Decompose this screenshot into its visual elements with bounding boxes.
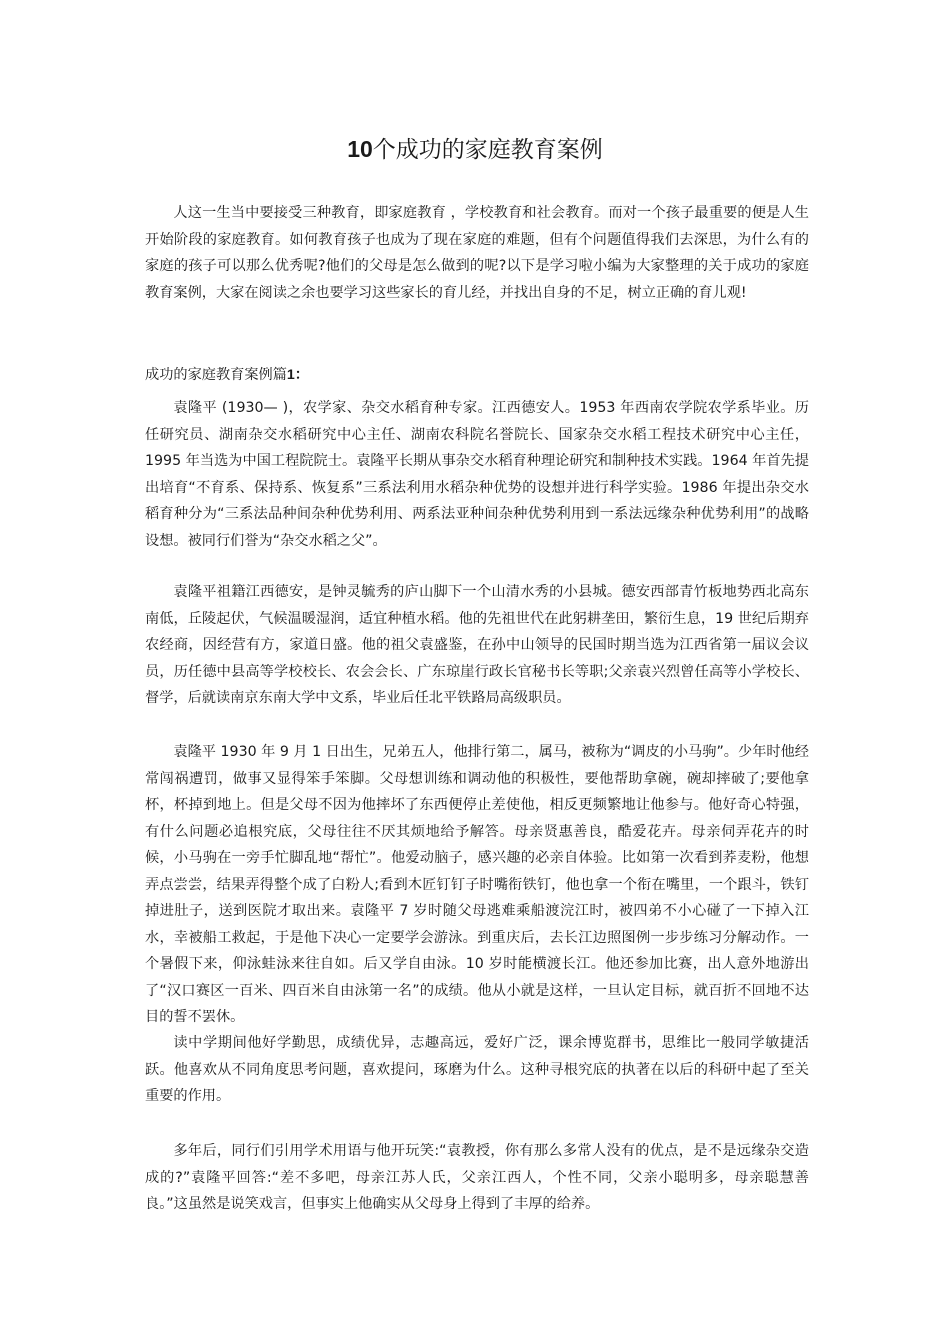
paragraph-joke: 多年后，同行们引用学术用语与他开玩笑:“袁教授，你有那么多常人没有的优点，是不是远缘杂交造成的?”袁隆平回答:“差不多吧，母亲江苏人氏，父亲江西人，个性不同，父亲小聪明多，母亲聪慧善良。”这虽然是说笑戏言，但事实上他确实从父母身上得到了丰厚的给养。: [145, 1143, 809, 1212]
paragraph-school: 读中学期间他好学勤思，成绩优异，志趣高远，爱好广泛，课余博览群书，思维比一般同学敏捷活跃。他喜欢从不同角度思考问题，喜欢提问，琢磨为什么。这种寻根究底的执著在以后的科研中起了至关重要的作用。: [145, 1035, 809, 1104]
document-title: [0, 133, 950, 166]
title-number: 10: [347, 136, 373, 162]
intro-paragraph: 人这一生当中要接受三种教育，即家庭教育 ，学校教育和社会教育。而对一个孩子最重要的便是人生开始阶段的家庭教育。如何教育孩子也成为了现在家庭的难题，但有个问题值得我们去深思，为什么有的家庭的孩子可以那么优秀呢?他们的父母是怎么做到的呢?以下是学习啦小编为大家整理的关于成功的家庭教育案例，大家在阅读之余也要学习这些家长的育儿经，并找出自身的不足，树立正确的育儿观!: [145, 205, 809, 301]
section-heading-text: 成功的家庭教育案例篇: [145, 367, 287, 383]
section-heading: [145, 362, 809, 389]
paragraph-hometown: 袁隆平祖籍江西德安，是钟灵毓秀的庐山脚下一个山清水秀的小县城。德安西部青竹板地势西北高东南低，丘陵起伏，气候温暖湿润，适宜种植水稻。他的先祖世代在此躬耕垄田，繁衍生息，19 世纪后期弃农经商，因经营有方，家道日盛。他的祖父袁盛鉴，在孙中山领导的民国时期当选为江西省第一届议会议员，历任德中县高等学校校长、农会会长、广东琼崖行政长官秘书长等职;父亲袁兴烈曾任高等小学校长、督学，后就读南京东南大学中文系，毕业后任北平铁路局高级职员。: [145, 584, 809, 706]
paragraph-biography: 袁隆平 (1930— )，农学家、杂交水稻育种专家。江西德安人。1953 年西南农学院农学系毕业。历任研究员、湖南杂交水稻研究中心主任、湖南农科院名誉院长、国家杂交水稻工程技术研究中心主任，1995 年当选为中国工程院院士。袁隆平长期从事杂交水稻育种理论研究和制种技术实践。1964 年首先提出培育“不育系、保持系、恢复系”三系法利用水稻杂种优势的设想并进行科学实验。1986 年提出杂交水稻育种分为“三系法品种间杂种优势利用、两系法亚种间杂种优势利用到一系法远缘杂种优势利用”的战略设想。被同行们誉为“杂交水稻之父”。: [145, 400, 809, 549]
paragraph-childhood: 袁隆平 1930 年 9 月 1 日出生，兄弟五人，他排行第二，属马，被称为“调皮的小马驹”。少年时他经常闯祸遭罚，做事又显得笨手笨脚。父母想训练和调动他的积极性，要他帮助拿碗，碗却摔破了;要他拿杯，杯掉到地上。但是父母不因为他摔坏了东西便停止差使他，相反更频繁地让他参与。他好奇心特强，有什么问题必追根究底，父母往往不厌其烦地给予解答。母亲贤惠善良，酷爱花卉。母亲伺弄花卉的时候，小马驹在一旁手忙脚乱地“帮忙”。他爱动脑子，感兴趣的必亲自体验。比如第一次看到荞麦粉，他想弄点尝尝，结果弄得整个成了白粉人;看到木匠钉钉子时嘴衔铁钉，他也拿一个衔在嘴里，一个跟斗，铁钉掉进肚子，送到医院才取出来。袁隆平 7 岁时随父母逃难乘船渡浣江时，被四弟不小心碰了一下掉入江水，幸被船工救起，于是他下决心一定要学会游泳。到重庆后，去长江边照图例一步步练习分解动作。一个暑假下来，仰泳蛙泳来往自如。后又学自由泳。10 岁时能横渡长江。他还参加比赛，出人意外地游出了“汉口赛区一百米、四百米自由泳第一名”的成绩。他从小就是这样，一旦认定目标，就百折不回地不达目的誓不罢休。: [145, 744, 809, 1025]
title-text: 个成功的家庭教育案例: [372, 137, 603, 163]
section-heading-number: 1：: [286, 367, 309, 383]
